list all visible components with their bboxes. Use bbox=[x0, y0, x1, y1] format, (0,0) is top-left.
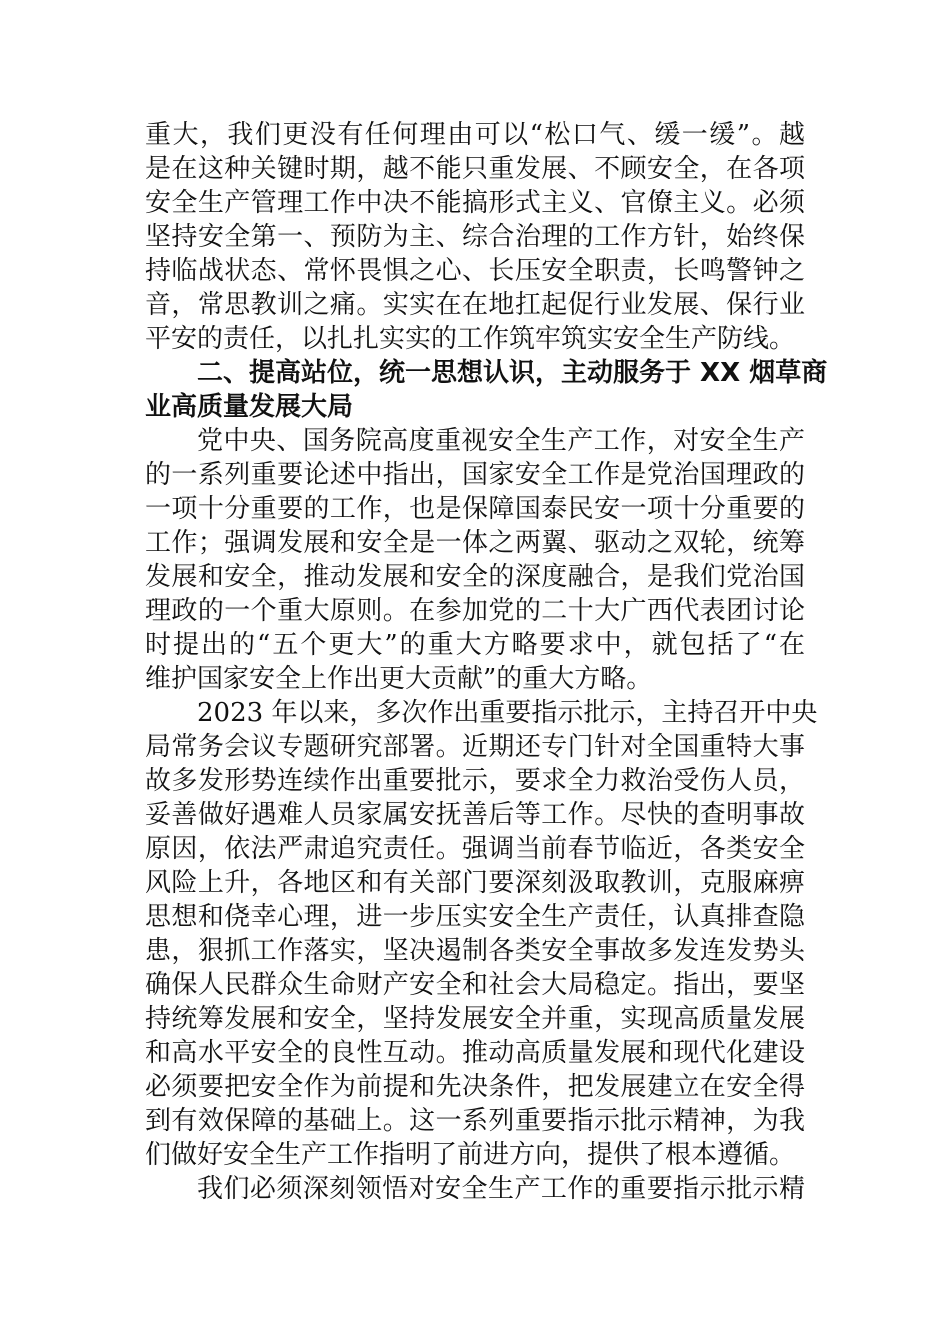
text-line: 故多发形势连续作出重要批示，要求全力救治受伤人员， bbox=[145, 766, 805, 796]
text-line: 原因，依法严肃追究责任。强调当前春节临近，各类安全 bbox=[145, 834, 805, 864]
text-line: 和高水平安全的良性互动。推动高质量发展和现代化建设 bbox=[145, 1038, 805, 1068]
text-line: 到有效保障的基础上。这一系列重要指示批示精神，为我 bbox=[145, 1106, 805, 1136]
text-line: 一项十分重要的工作，也是保障国泰民安一项十分重要的 bbox=[145, 494, 805, 524]
document-page bbox=[145, 118, 828, 1206]
text-line: 思想和侥幸心理，进一步压实安全生产责任，认真排查隐 bbox=[145, 902, 805, 932]
text-line: 确保人民群众生命财产安全和社会大局稳定。指出，要坚 bbox=[145, 970, 805, 1000]
text-line: 工作；强调发展和安全是一体之两翼、驱动之双轮，统筹 bbox=[145, 528, 805, 558]
section-heading bbox=[145, 356, 828, 424]
paragraph-3 bbox=[145, 696, 818, 1172]
text-line: 的一系列重要论述中指出，国家安全工作是党治国理政的 bbox=[145, 460, 805, 490]
text-line: 理政的一个重大原则。在参加党的二十大广西代表团讨论 bbox=[145, 596, 805, 626]
paragraph-1 bbox=[145, 118, 805, 356]
text-line: 持临战状态、常怀畏惧之心、长压安全职责，长鸣警钟之 bbox=[145, 256, 805, 286]
text-line: 2023 年以来，多次作出重要指示批示，主持召开中央 bbox=[197, 698, 818, 728]
text-line: 音，常思教训之痛。实实在在地扛起促行业发展、保行业 bbox=[145, 290, 805, 320]
text-line: 持统筹发展和安全，坚持发展安全并重，实现高质量发展 bbox=[145, 1004, 805, 1034]
text-line: 是在这种关键时期，越不能只重发展、不顾安全，在各项 bbox=[145, 154, 805, 184]
text-line: 平安的责任，以扎扎实实的工作筑牢筑实安全生产防线。 bbox=[145, 324, 796, 354]
text-line: 发展和安全，推动发展和安全的深度融合，是我们党治国 bbox=[145, 562, 805, 592]
heading-line: 二、提高站位，统一思想认识，主动服务于 XX 烟草商 bbox=[197, 358, 828, 388]
text-line: 坚持安全第一、预防为主、综合治理的工作方针，始终保 bbox=[145, 222, 805, 252]
heading-line: 业高质量发展大局 bbox=[145, 392, 354, 422]
text-line: 必须要把安全作为前提和先决条件，把发展建立在安全得 bbox=[145, 1072, 805, 1102]
text-line: 患，狠抓工作落实，坚决遏制各类安全事故多发连发势头 bbox=[145, 936, 805, 966]
text-line: 党中央、国务院高度重视安全生产工作，对安全生产 bbox=[197, 426, 805, 456]
text-line: 时提出的“五个更大”的重大方略要求中，就包括了“在 bbox=[145, 630, 805, 660]
text-line: 局常务会议专题研究部署。近期还专门针对全国重特大事 bbox=[145, 732, 805, 762]
text-line: 妥善做好遇难人员家属安抚善后等工作。尽快的查明事故 bbox=[145, 800, 805, 830]
text-line: 重大，我们更没有任何理由可以“松口气、缓一缓”。越 bbox=[145, 120, 805, 150]
text-line: 风险上升，各地区和有关部门要深刻汲取教训，克服麻痹 bbox=[145, 868, 805, 898]
text-line: 安全生产管理工作中决不能搞形式主义、官僚主义。必须 bbox=[145, 188, 805, 218]
paragraph-4 bbox=[145, 1172, 805, 1206]
text-line: 维护国家安全上作出更大贡献”的重大方略。 bbox=[145, 664, 653, 694]
paragraph-2 bbox=[145, 424, 805, 696]
text-line: 我们必须深刻领悟对安全生产工作的重要指示批示精 bbox=[197, 1174, 805, 1204]
text-line: 们做好安全生产工作指明了前进方向，提供了根本遵循。 bbox=[145, 1140, 796, 1170]
